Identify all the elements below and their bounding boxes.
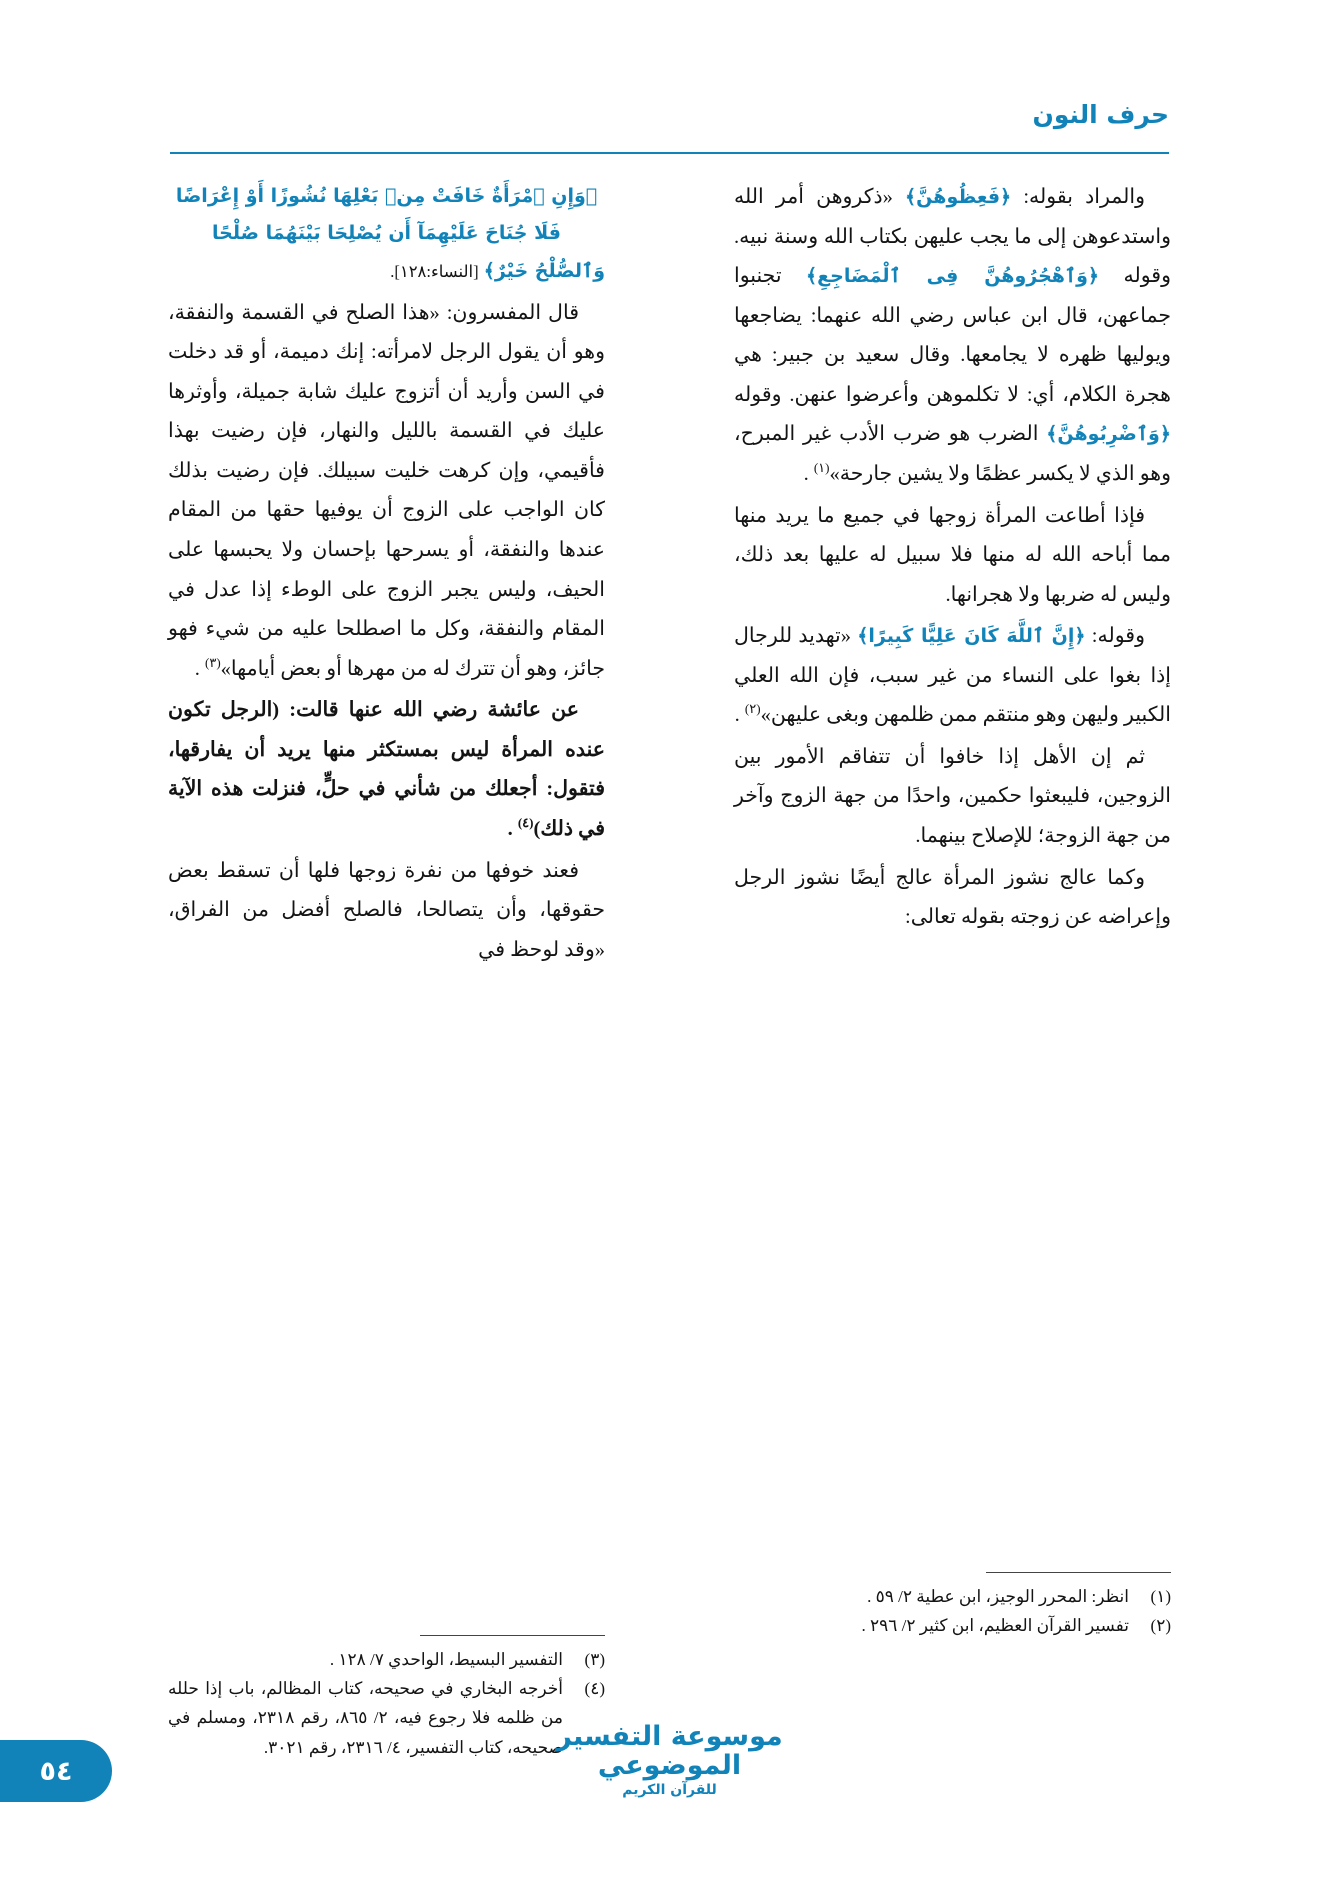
footnote-divider-right	[986, 1572, 1171, 1573]
footnote-text: تفسير القرآن العظيم، ابن كثير ٢/ ٢٩٦ .	[861, 1616, 1129, 1636]
paragraph-right-2-text: فإذا أطاعت المرأة زوجها في جميع ما يريد منها مما أباحه الله له منها فلا سبيل له عليها بعد ذلك، وليس له ضربها ولا هجرانها.	[734, 504, 1171, 606]
page-number-badge: ٥٤	[0, 1740, 112, 1802]
footnote-number: (٤)	[584, 1679, 605, 1699]
footnote-text: أخرجه البخاري في صحيحه، كتاب المظالم، باب إذا حلله من ظلمه فلا رجوع فيه، ٢/ ٨٦٥، رقم ٢٣١٨، ومسلم في صحيحه، كتاب التفسير، ٤/ ٢٣١٦، رقم ٣٠٢١.	[168, 1679, 563, 1757]
publisher-logo-line2: للقرآن الكريم	[622, 1782, 717, 1798]
footnote-item	[734, 1582, 1171, 1611]
footnote-marker-4: (٤)	[517, 815, 534, 831]
quran-verse-line-3: وَٱلصُّلْحُ خَيْرٌ﴾	[483, 260, 605, 283]
footnote-divider-left	[420, 1635, 605, 1636]
footnote-marker-3: (٣)	[205, 654, 221, 670]
paragraph-right-3: وقوله: ﴿إِنَّ ٱللَّهَ كَانَ عَلِيًّا كَبِيرًا﴾ «تهديد للرجال إذا بغوا على النساء من غير سبب، فإن الله العلي الكبير وليهن وهو منتقم ممن ظلمهن وبغى عليهن»$^{(٢)}$ .	[734, 625, 1171, 727]
quran-verse-block	[168, 178, 605, 292]
page-header	[170, 100, 1169, 160]
quran-inline: ﴿وَٱضْرِبُوهُنَّ﴾	[1046, 423, 1171, 446]
paragraph-right-1-text: والمراد بقوله: ﴿فَعِظُوهُنَّ﴾ «ذكروهن أمر الله واستدعوهن إلى ما يجب عليهن بكتاب الله وسنة نبيه. وقوله ﴿وَٱهْجُرُوهُنَّ فِى ٱلْمَضَاجِعِ﴾ تجنبوا جماعهن، قال ابن عباس رضي الله عنهما: يضاجعها ويوليها ظهره لا يجامعها. وقال سعيد بن جبير: هي هجرة الكلام، أي: لا تكلموهن وأعرضوا عنهن. وقوله ﴿وَٱضْرِبُوهُنَّ﴾ الضرب هو ضرب الأدب غير المبرح، وهو الذي لا يكسر عظمًا ولا يشين جارحة»	[734, 186, 1171, 485]
header-divider	[170, 152, 1169, 154]
paragraph-right-4	[734, 738, 1171, 857]
column-right-body	[734, 178, 1171, 938]
text-columns	[168, 178, 1171, 1558]
quran-inline: ﴿وَٱهْجُرُوهُنَّ فِى ٱلْمَضَاجِعِ﴾	[806, 265, 1100, 288]
column-left-body	[168, 178, 605, 970]
footnote-text: التفسير البسيط، الواحدي ٧/ ١٢٨ .	[329, 1650, 563, 1669]
publisher-logo-line1: موسوعة التفسير الموضوعي	[556, 1721, 783, 1781]
quran-verse-line-2: فَلَا جُنَاحَ عَلَيْهِمَآ أَن يُصْلِحَا بَيْنَهُمَا صُلْحًا	[212, 222, 561, 245]
footnote-number: (٣)	[584, 1650, 605, 1669]
quran-verse-line-1: ﴿وَإِنِ ٱمْرَأَةٌ خَافَتْ مِنۢ بَعْلِهَا نُشُوزًا أَوْ إِعْرَاضًا	[175, 185, 598, 207]
paragraph-left-3-text: فعند خوفها من نفرة زوجها فلها أن تسقط بعض حقوقها، وأن يتصالحا، فالصلح أفضل من الفراق، «وقد لوحظ في	[168, 859, 605, 961]
paragraph-left-3	[168, 852, 605, 971]
paragraph-right-5-text: وكما عالج نشوز المرأة عالج أيضًا نشوز الرجل وإعراضه عن زوجته بقوله تعالى:	[734, 866, 1171, 929]
paragraph-right-2	[734, 497, 1171, 616]
footnote-number: (٢)	[1150, 1616, 1171, 1636]
paragraph-right-1: والمراد بقوله: ﴿فَعِظُوهُنَّ﴾ «ذكروهن أمر الله واستدعوهن إلى ما يجب عليهن بكتاب الله وسنة نبيه. وقوله ﴿وَٱهْجُرُوهُنَّ فِى ٱلْمَضَاجِعِ﴾ تجنبوا جماعهن، قال ابن عباس رضي الله عنهما: يضاجعها ويوليها ظهره لا يجامعها. وقال سعيد بن جبير: هي هجرة الكلام، أي: لا تكلموهن وأعرضوا عنهن. وقوله ﴿وَٱضْرِبُوهُنَّ﴾ الضرب هو ضرب الأدب غير المبرح، وهو الذي لا يكسر عظمًا ولا يشين جارحة»$^{(١)}$ .	[734, 186, 1171, 485]
column-right	[734, 178, 1171, 940]
footnote-number: (١)	[1150, 1587, 1171, 1606]
paragraph-left-2: عن عائشة رضي الله عنها قالت: (الرجل تكون عنده المرأة ليس بمستكثر منها يريد أن يفارقها، فتقول: أجعلك من شأني في حلٍّ، فنزلت هذه الآية في ذلك)$^{(٤)}$ .	[168, 699, 605, 840]
publisher-logo	[510, 1723, 830, 1798]
column-left	[168, 178, 605, 972]
paragraph-left-1-text: قال المفسرون: «هذا الصلح في القسمة والنفقة، وهو أن يقول الرجل لامرأته: إنك دميمة، أو قد دخلت في السن وأريد أن أتزوج عليك شابة جميلة، وأوثرها عليك في القسمة بالليل والنهار، فإن رضيت بهذا فأقيمي، وإن كرهت خليت سبيلك. فإن رضيت بذلك كان الواجب على الزوج أن يوفيها حقها من المقام عندها والنفقة، أو يسرحها بإحسان ولا يحبسها على الحيف، وليس يجبر الزوج على الوطء إذا عدل في المقام والنفقة، وكل ما اصطلحا عليه من شيء فهو جائز، وهو أن تترك له من مهرها أو بعض أيامها»	[168, 301, 605, 680]
paragraph-left-2-text: عن عائشة رضي الله عنها قالت: (الرجل تكون عنده المرأة ليس بمستكثر منها يريد أن يفارقها، فتقول: أجعلك من شأني في حلٍّ، فنزلت هذه الآية في ذلك)	[168, 699, 605, 840]
paragraph-left-1: قال المفسرون: «هذا الصلح في القسمة والنفقة، وهو أن يقول الرجل لامرأته: إنك دميمة، أو قد دخلت في السن وأريد أن أتزوج عليك شابة جميلة، وأوثرها عليك في القسمة بالليل والنهار، فإن رضيت بهذا فأقيمي، وإن كرهت خليت سبيلك. فإن رضيت بذلك كان الواجب على الزوج أن يوفيها حقها من المقام عندها والنفقة، أو يسرحها بإحسان ولا يحبسها على الحيف، وليس يجبر الزوج على الوطء إذا عدل في المقام والنفقة، وكل ما اصطلحا عليه من شيء فهو جائز، وهو أن تترك له من مهرها أو بعض أيامها»$^{(٣)}$ .	[168, 301, 605, 680]
quran-verse-reference: [النساء:١٢٨].	[390, 262, 479, 282]
footnote-item	[734, 1611, 1171, 1640]
footnote-marker-1: (١)	[813, 460, 830, 476]
footnote-marker-2: (٢)	[744, 701, 761, 717]
footnote-text: انظر: المحرر الوجيز، ابن عطية ٢/ ٥٩ .	[867, 1587, 1129, 1606]
quran-inline: ﴿فَعِظُوهُنَّ﴾	[905, 186, 1012, 208]
paragraph-right-3-text: وقوله: ﴿إِنَّ ٱللَّهَ كَانَ عَلِيًّا كَبِيرًا﴾ «تهديد للرجال إذا بغوا على النساء من غير سبب، فإن الله العلي الكبير وليهن وهو منتقم ممن ظلمهن وبغى عليهن»	[734, 625, 1171, 727]
page-header-title: حرف النون	[1032, 100, 1169, 129]
quran-inline: ﴿إِنَّ ٱللَّهَ كَانَ عَلِيًّا كَبِيرًا﴾	[857, 625, 1086, 648]
paragraph-right-5	[734, 859, 1171, 938]
paragraph-right-4-text: ثم إن الأهل إذا خافوا أن تتفاقم الأمور بين الزوجين، فليبعثوا حكمين، واحدًا من جهة الزوج وآخر من جهة الزوجة؛ للإصلاح بينهما.	[734, 745, 1171, 847]
footnote-item	[168, 1645, 605, 1674]
footnotes-right	[734, 1572, 1171, 1640]
